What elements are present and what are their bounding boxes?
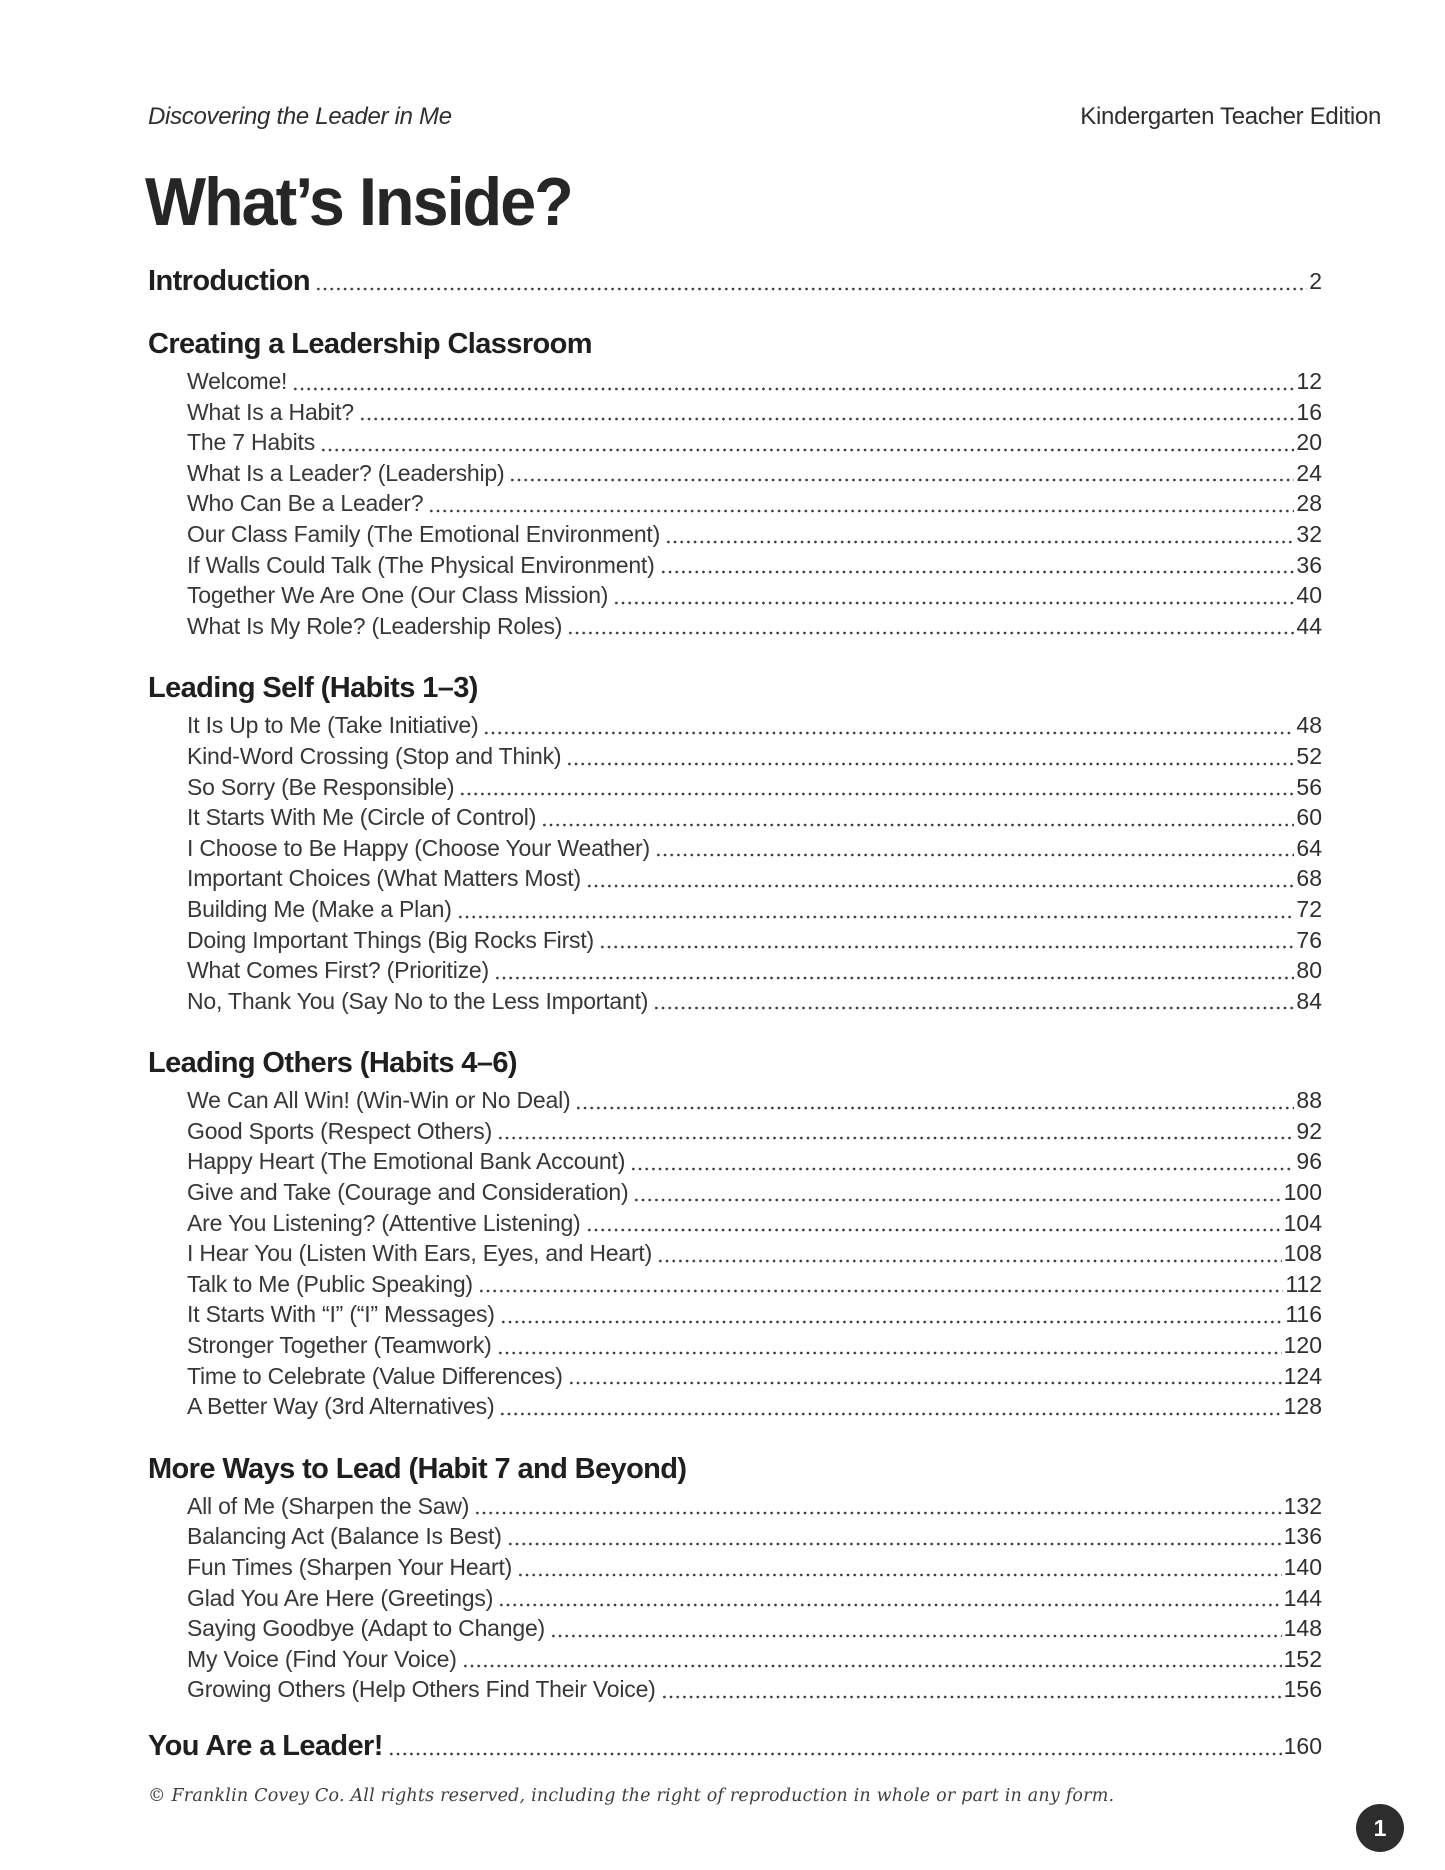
dot-leader (517, 1573, 1282, 1577)
copyright-text: © Franklin Covey Co. All rights reserved, including the right of reproduction in whole or part in any form. (148, 1786, 1115, 1806)
toc-entry-label: All of Me (Sharpen the Saw) (187, 1492, 470, 1519)
toc-entry (148, 488, 1322, 519)
toc-entry (148, 1238, 1322, 1269)
toc-entry (148, 986, 1322, 1017)
dot-leader (497, 1136, 1294, 1140)
toc-entry (148, 1613, 1322, 1644)
toc-entry-label: The 7 Habits (187, 429, 315, 456)
dot-leader (497, 1351, 1282, 1355)
toc-entry (148, 863, 1322, 894)
dot-leader (292, 387, 1294, 391)
toc-entry-page: 88 (1296, 1087, 1322, 1114)
page-number-badge (1356, 1804, 1404, 1852)
toc-entry-label: So Sorry (Be Responsible) (187, 773, 455, 800)
toc-entry-page: 28 (1296, 490, 1322, 517)
dot-leader (655, 853, 1294, 857)
dot-leader (494, 976, 1294, 980)
toc-entry-label: Together We Are One (Our Class Mission) (187, 582, 609, 609)
toc-entry-label: What Is a Leader? (Leadership) (187, 459, 505, 486)
toc-entry (148, 611, 1322, 642)
toc-entry-label: Doing Important Things (Big Rocks First) (187, 926, 594, 953)
toc-entry (148, 1491, 1322, 1522)
toc-entry-page: 100 (1283, 1179, 1322, 1206)
dot-leader (388, 1752, 1282, 1756)
page-title: What’s Inside? (145, 164, 572, 240)
toc-entry-label: Time to Celebrate (Value Differences) (187, 1362, 563, 1389)
dot-leader (630, 1167, 1294, 1171)
toc-entry (148, 427, 1322, 458)
toc-entry (148, 397, 1322, 428)
dot-leader (320, 448, 1294, 452)
edition-title: Kindergarten Teacher Edition (1080, 103, 1381, 130)
toc-entry-label: What Comes First? (Prioritize) (187, 957, 489, 984)
toc-entry-page: 64 (1296, 834, 1322, 861)
dot-leader (586, 1228, 1282, 1232)
toc-entry-label: Give and Take (Courage and Consideration) (187, 1179, 629, 1206)
toc-entry-page: 76 (1296, 926, 1322, 953)
toc-entry-label: My Voice (Find Your Voice) (187, 1645, 457, 1672)
dot-leader (653, 1006, 1294, 1010)
toc-entry-label: Are You Listening? (Attentive Listening) (187, 1209, 581, 1236)
toc-entry-label: Happy Heart (The Emotional Bank Account) (187, 1148, 626, 1175)
toc-entry (148, 894, 1322, 925)
toc-entry-label: Saying Goodbye (Adapt to Change) (187, 1615, 546, 1642)
toc-entry-label: Growing Others (Help Others Find Their Voice) (187, 1676, 656, 1703)
toc-entry-page: 84 (1296, 987, 1322, 1014)
dot-leader (660, 570, 1295, 574)
toc-entry-page: 80 (1296, 957, 1322, 984)
toc-entry-label: It Starts With “I” (“I” Messages) (187, 1301, 495, 1328)
toc-entry-page: 24 (1296, 459, 1322, 486)
toc-entry-label: A Better Way (3rd Alternatives) (187, 1393, 495, 1420)
toc-entry-label: Talk to Me (Public Speaking) (187, 1270, 473, 1297)
toc-entry-page: 156 (1283, 1676, 1322, 1703)
toc-entry (148, 366, 1322, 397)
toc-section (148, 328, 1322, 641)
toc-closing-row (148, 1731, 1322, 1762)
dot-leader (509, 478, 1294, 482)
toc-entry-page: 56 (1296, 773, 1322, 800)
toc-entry-label: We Can All Win! (Win-Win or No Deal) (187, 1087, 571, 1114)
toc-entry-page: 120 (1283, 1332, 1322, 1359)
toc-entry-label: It Is Up to Me (Take Initiative) (187, 712, 479, 739)
dot-leader (457, 915, 1295, 919)
toc-entry (148, 1644, 1322, 1675)
toc-section-entries (148, 1085, 1322, 1422)
toc-entry (148, 1391, 1322, 1422)
page-header (148, 103, 1381, 131)
toc-entry-label: Fun Times (Sharpen Your Heart) (187, 1554, 513, 1580)
toc-closing-page: 160 (1283, 1732, 1322, 1759)
book-title: Discovering the Leader in Me (148, 103, 452, 130)
toc-entry-page: 44 (1296, 612, 1322, 639)
toc-entry (148, 1116, 1322, 1147)
toc-closing-label: You Are a Leader! (148, 1729, 383, 1762)
toc-entry-label: Building Me (Make a Plan) (187, 895, 452, 922)
dot-leader (575, 1106, 1294, 1110)
dot-leader (586, 884, 1294, 888)
toc-entry (148, 1177, 1322, 1208)
toc-entry-label: Important Choices (What Matters Most) (187, 865, 581, 892)
toc-entry-page: 92 (1296, 1117, 1322, 1144)
toc-entry (148, 1330, 1322, 1361)
dot-leader (665, 540, 1294, 544)
toc-section (148, 1453, 1322, 1705)
toc-entry (148, 1674, 1322, 1705)
toc-section-entries (148, 1491, 1322, 1705)
dot-leader (613, 601, 1294, 605)
toc-entry-page: 108 (1283, 1240, 1322, 1267)
toc-entry-label: Welcome! (187, 368, 288, 394)
toc-entry-page: 128 (1283, 1393, 1322, 1420)
toc-entry (148, 710, 1322, 741)
toc-entry (148, 1269, 1322, 1300)
toc-entry (148, 580, 1322, 611)
dot-leader (474, 1511, 1281, 1515)
toc-entry-page: 116 (1285, 1301, 1322, 1328)
toc-entry (148, 458, 1322, 489)
page-footer (148, 1786, 1114, 1806)
dot-leader (550, 1634, 1282, 1638)
dot-leader (359, 417, 1295, 421)
toc-section-heading: Creating a Leadership Classroom (148, 328, 592, 360)
toc-entry-page: 12 (1296, 368, 1322, 394)
dot-leader (566, 762, 1294, 766)
dot-leader (483, 731, 1294, 735)
dot-leader (657, 1259, 1282, 1263)
dot-leader (315, 287, 1307, 291)
toc-entry (148, 955, 1322, 986)
toc-entry (148, 772, 1322, 803)
toc-entry-page: 152 (1283, 1645, 1322, 1672)
toc-entry-page: 36 (1296, 551, 1322, 578)
dot-leader (599, 945, 1294, 949)
toc-entry-label: Balancing Act (Balance Is Best) (187, 1523, 502, 1550)
toc-section-heading: Leading Self (Habits 1–3) (148, 672, 478, 705)
toc-entry-page: 96 (1296, 1148, 1322, 1175)
toc-entry-label: It Starts With Me (Circle of Control) (187, 804, 537, 831)
toc-entry-page: 32 (1296, 520, 1322, 547)
toc-entry (148, 1521, 1322, 1552)
toc-section-entries (148, 366, 1322, 641)
toc-entry-page: 52 (1296, 742, 1322, 769)
dot-leader (462, 1664, 1282, 1668)
toc-entry (148, 1208, 1322, 1239)
toc-entry-label: If Walls Could Talk (The Physical Environment) (187, 551, 655, 578)
toc-entry (148, 1552, 1322, 1583)
dot-leader (567, 631, 1294, 635)
toc-entry-label: I Choose to Be Happy (Choose Your Weather) (187, 834, 650, 861)
toc-entry-label: Our Class Family (The Emotional Environment) (187, 520, 661, 547)
toc-entry-page: 140 (1283, 1554, 1322, 1580)
page-number: 1 (1373, 1814, 1387, 1841)
toc-entry-page: 20 (1296, 429, 1322, 456)
toc-entry (148, 1299, 1322, 1330)
toc-entry (148, 1361, 1322, 1392)
toc-entry (148, 741, 1322, 772)
toc-entry (148, 1583, 1322, 1614)
dot-leader (500, 1320, 1284, 1324)
toc-entry (148, 1146, 1322, 1177)
dot-leader (499, 1412, 1281, 1416)
dot-leader (633, 1198, 1281, 1202)
toc-entry (148, 833, 1322, 864)
toc-entry-page: 132 (1283, 1492, 1322, 1519)
toc-entry-page: 136 (1283, 1523, 1322, 1550)
toc-intro-row (148, 266, 1322, 297)
toc-entry-page: 68 (1296, 865, 1322, 892)
toc-entry-label: Kind-Word Crossing (Stop and Think) (187, 742, 562, 769)
dot-leader (478, 1289, 1283, 1293)
dot-leader (541, 823, 1294, 827)
dot-leader (661, 1695, 1282, 1699)
toc-entry-label: Who Can Be a Leader? (187, 490, 424, 517)
toc-section-heading: More Ways to Lead (Habit 7 and Beyond) (148, 1452, 687, 1485)
toc-section-heading: Leading Others (Habits 4–6) (148, 1047, 517, 1080)
toc-entry-label: Glad You Are Here (Greetings) (187, 1584, 494, 1611)
toc-entry-page: 148 (1283, 1615, 1322, 1642)
toc-entry-page: 48 (1296, 712, 1322, 739)
toc-entry (148, 550, 1322, 581)
toc-entry-label: Good Sports (Respect Others) (187, 1117, 493, 1144)
dot-leader (507, 1542, 1282, 1546)
dot-leader (459, 792, 1294, 796)
toc-entry (148, 925, 1322, 956)
dot-leader (428, 509, 1294, 513)
toc-entry (148, 519, 1322, 550)
toc-entry-page: 16 (1296, 398, 1322, 425)
toc-section (148, 672, 1322, 1016)
toc-entry-page: 72 (1296, 895, 1322, 922)
toc-entry (148, 1085, 1322, 1116)
toc-entry-label: No, Thank You (Say No to the Less Important) (187, 987, 649, 1014)
toc-intro-page: 2 (1309, 268, 1322, 294)
toc-intro-label: Introduction (148, 265, 310, 297)
dot-leader (568, 1381, 1282, 1385)
toc-entry-label: What Is My Role? (Leadership Roles) (187, 612, 563, 639)
toc-section (148, 1047, 1322, 1422)
toc-entry-page: 60 (1296, 804, 1322, 831)
toc-entry-page: 40 (1296, 582, 1322, 609)
toc-entry-page: 144 (1283, 1584, 1322, 1611)
toc-sections (148, 328, 1322, 1705)
toc-entry-page: 124 (1283, 1362, 1322, 1389)
toc-entry-label: Stronger Together (Teamwork) (187, 1332, 492, 1359)
toc-entry-page: 112 (1285, 1270, 1322, 1297)
toc-section-entries (148, 710, 1322, 1016)
toc-entry-label: What Is a Habit? (187, 398, 354, 425)
toc-entry (148, 802, 1322, 833)
table-of-contents (148, 266, 1322, 1762)
dot-leader (498, 1603, 1281, 1607)
toc-entry-page: 104 (1283, 1209, 1322, 1236)
toc-entry-label: I Hear You (Listen With Ears, Eyes, and Heart) (187, 1240, 653, 1267)
